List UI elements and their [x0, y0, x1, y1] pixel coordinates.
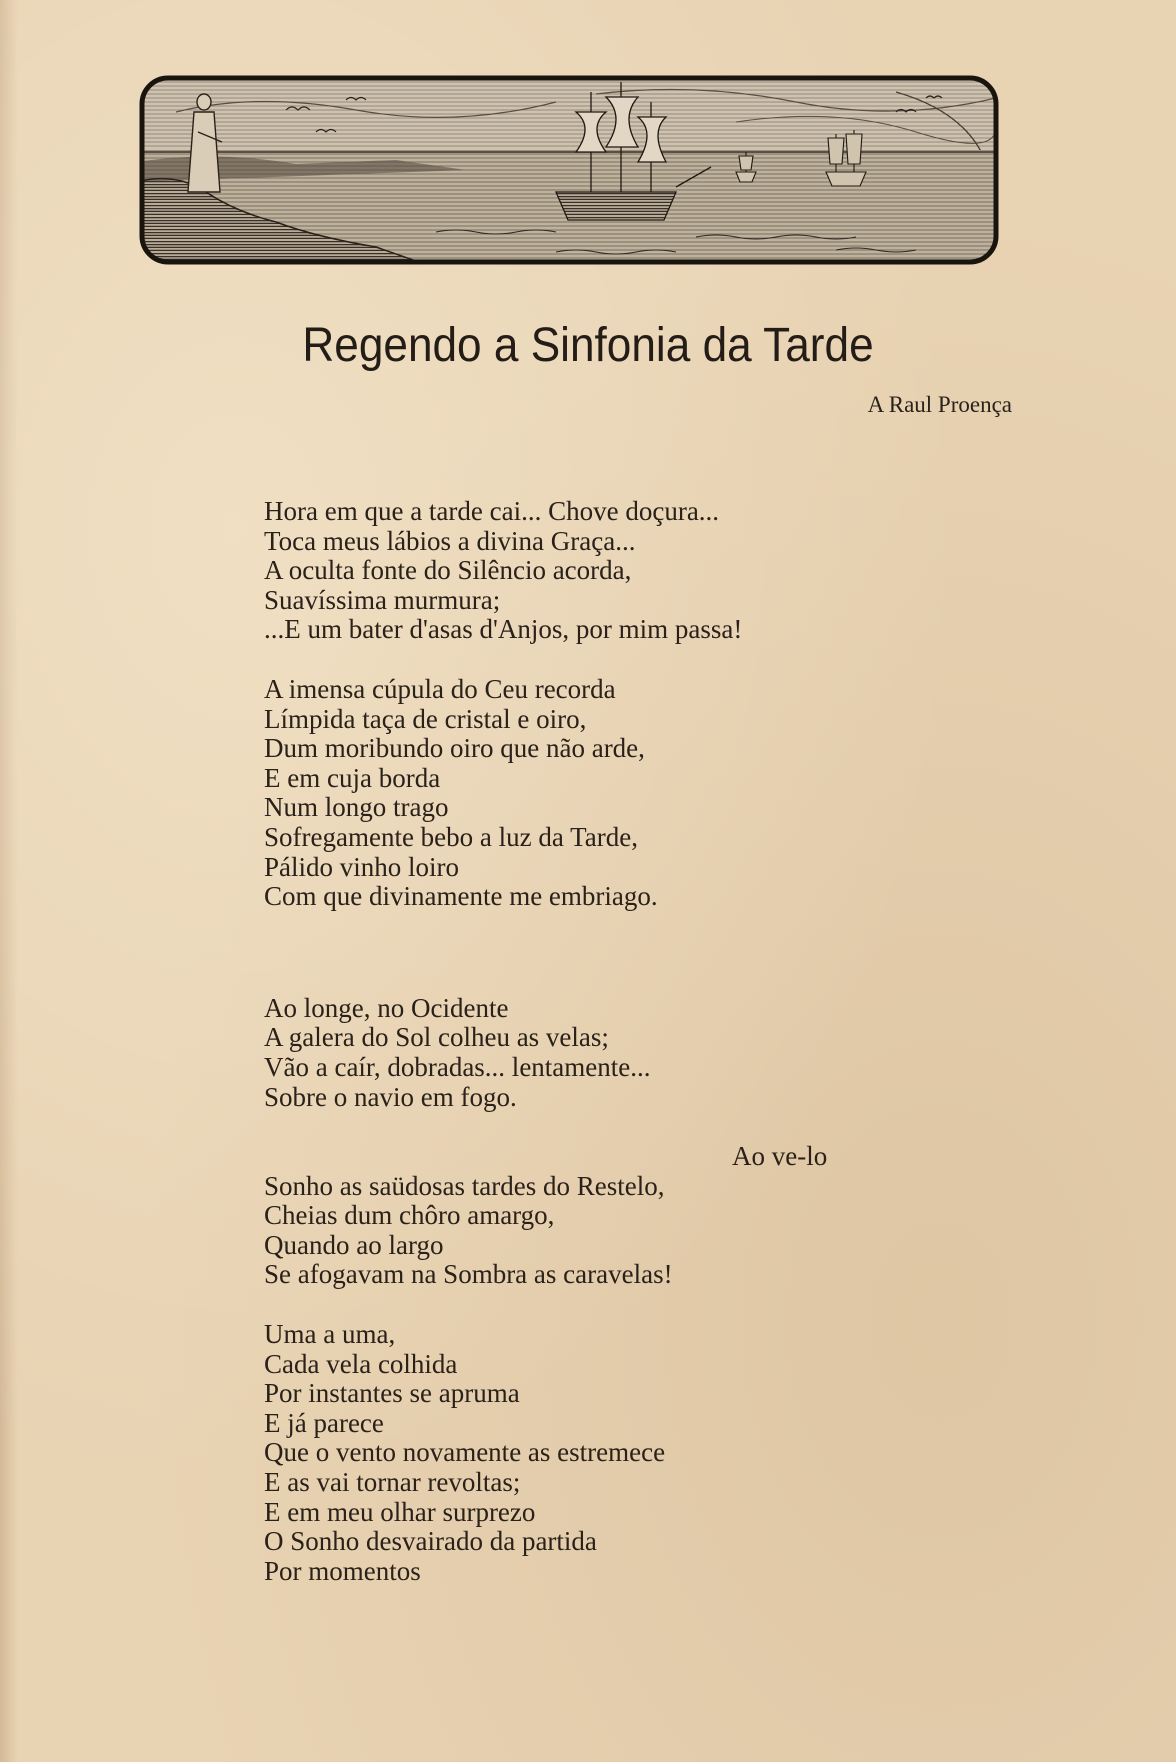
- poem-line: Sobre o navio em fogo.: [264, 1081, 517, 1112]
- poem-line: Com que divinamente me embriago.: [264, 881, 658, 912]
- poem-line: Ao longe, no Ocidente: [264, 992, 509, 1023]
- poem-line: E em cuja borda: [264, 762, 441, 793]
- poem-line: Hora em que a tarde cai... Chove doçura...: [264, 496, 720, 526]
- poem-line: Sofregamente bebo a luz da Tarde,: [264, 821, 638, 852]
- stanza: [264, 1320, 964, 1586]
- poem-dedication: A Raul Proença: [867, 392, 1012, 417]
- poem-line: Vão a caír, dobradas... lentamente...: [264, 1051, 651, 1082]
- poem-line: O Sonho desvairado da partida: [264, 1526, 597, 1557]
- poem-line: Sonho as saüdosas tardes do Restelo,: [264, 1170, 665, 1201]
- poem-line: Que o vento novamente as estremece: [264, 1437, 666, 1468]
- poem-line: Ao ve-lo: [732, 1141, 828, 1172]
- poem-line: Límpida taça de cristal e oiro,: [264, 703, 587, 734]
- poem-line: Quando ao largo: [264, 1229, 444, 1260]
- poem-body: [264, 497, 964, 1586]
- poem-line: ...E um bater d'asas d'Anjos, por mim passa!: [264, 614, 743, 645]
- poem-line: E as vai tornar revoltas;: [264, 1467, 521, 1498]
- poem-line: Cheias dum chôro amargo,: [264, 1200, 555, 1231]
- poem-line: A galera do Sol colheu as velas;: [264, 1022, 609, 1053]
- poem-line: Dum moribundo oiro que não arde,: [264, 733, 645, 764]
- poem-line: Toca meus lábios a divina Graça...: [264, 525, 636, 556]
- poem-line: Por momentos: [264, 1555, 421, 1586]
- poem-line: Cada vela colhida: [264, 1348, 458, 1379]
- stanza: [264, 497, 964, 645]
- stanza: [264, 994, 964, 1112]
- poem-line: E já parece: [264, 1407, 384, 1438]
- poem-line: E em meu olhar surprezo: [264, 1496, 536, 1527]
- poem-line: Se afogavam na Sombra as caravelas!: [264, 1259, 673, 1290]
- stanza: [264, 675, 964, 912]
- poem-line: A oculta fonte do Silêncio acorda,: [264, 555, 632, 586]
- poem-line: Uma a uma,: [264, 1319, 396, 1350]
- poem-line: Pálido vinho loiro: [264, 851, 459, 882]
- poem-line: A imensa cúpula do Ceu recorda: [264, 673, 616, 704]
- poem-line: Por instantes se apruma: [264, 1378, 520, 1409]
- poem-title: Regendo a Sinfonia da Tarde: [302, 319, 874, 372]
- poem-line: Suavíssima murmura;: [264, 584, 501, 615]
- stanza: [264, 1142, 964, 1290]
- seascape-illustration: [136, 72, 1002, 268]
- poem-line: Num longo trago: [264, 792, 449, 823]
